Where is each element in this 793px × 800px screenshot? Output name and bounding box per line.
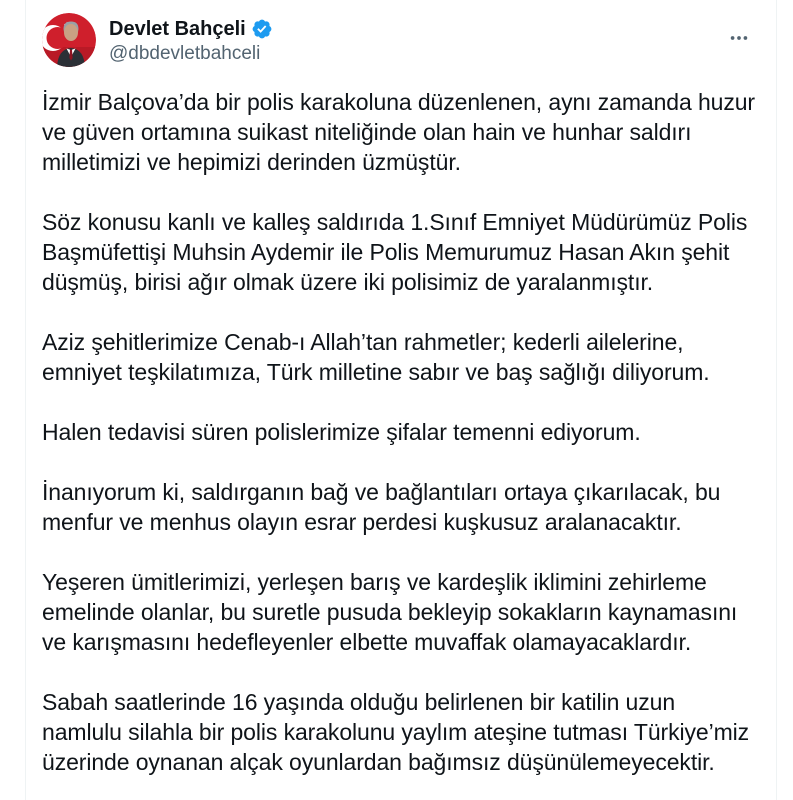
name-row bbox=[109, 17, 722, 41]
author-block bbox=[109, 13, 722, 66]
tweet-paragraph: Yeşeren ümitlerimizi, yerleşen barış ve kardeşlik iklimini zehirleme emelinde olanlar, bu suretle pusuda bekleyip sokakların kaynamasını ve karışmasını hedefleyenler elbette muvaffak olamayacaklardır. bbox=[42, 569, 738, 655]
avatar[interactable] bbox=[42, 13, 96, 67]
tweet-paragraph: Sabah saatlerinde 16 yaşında olduğu belirlenen bir katilin uzun namlulu silahla bir polis karakolunu yaylım ateşine tutması Türkiye’miz üzerinde oynanan alçak oyunlardan bağımsız düşünülemeyecektir. bbox=[42, 689, 750, 775]
tweet-paragraph: Halen tedavisi süren polislerimize şifalar temenni ediyorum. bbox=[42, 419, 641, 445]
verified-badge-icon[interactable] bbox=[251, 18, 273, 40]
author-name[interactable]: Devlet Bahçeli bbox=[109, 18, 246, 40]
tweet-paragraph: Söz konusu kanlı ve kalleş saldırıda 1.Sınıf Emniyet Müdürümüz Polis Başmüfettişi Muhsin Aydemir ile Polis Memurumuz Hasan Akın şehit düşmüş, birisi ağır olmak üzere iki polisimiz de yaralanmıştır. bbox=[42, 209, 748, 295]
more-button[interactable] bbox=[722, 21, 756, 55]
tweet-paragraph: İnanıyorum ki, saldırganın bağ ve bağlantıları ortaya çıkarılacak, bu menfur ve menhus olayın esrar perdesi kuşkusuz aralanacaktır. bbox=[42, 479, 721, 535]
tweet-card bbox=[25, 0, 777, 800]
tweet-paragraph: İzmir Balçova’da bir polis karakoluna düzenlenen, aynı zamanda huzur ve güven ortamına suikast niteliğinde olan hain ve hunhar saldırı milletimizi ve hepimizi derinden üzmüştür. bbox=[42, 89, 755, 175]
more-ellipsis-icon bbox=[728, 27, 750, 49]
tweet-paragraph: Aziz şehitlerimize Cenab-ı Allah’tan rahmetler; kederli ailelerine, emniyet teşkilatımıza, Türk milletine sabır ve baş sağlığı diliyorum. bbox=[42, 329, 710, 385]
tweet-header bbox=[42, 13, 760, 67]
author-handle[interactable]: @dbdevletbahceli bbox=[109, 43, 261, 64]
tweet-text bbox=[42, 87, 760, 777]
profile-photo-icon bbox=[42, 13, 96, 67]
